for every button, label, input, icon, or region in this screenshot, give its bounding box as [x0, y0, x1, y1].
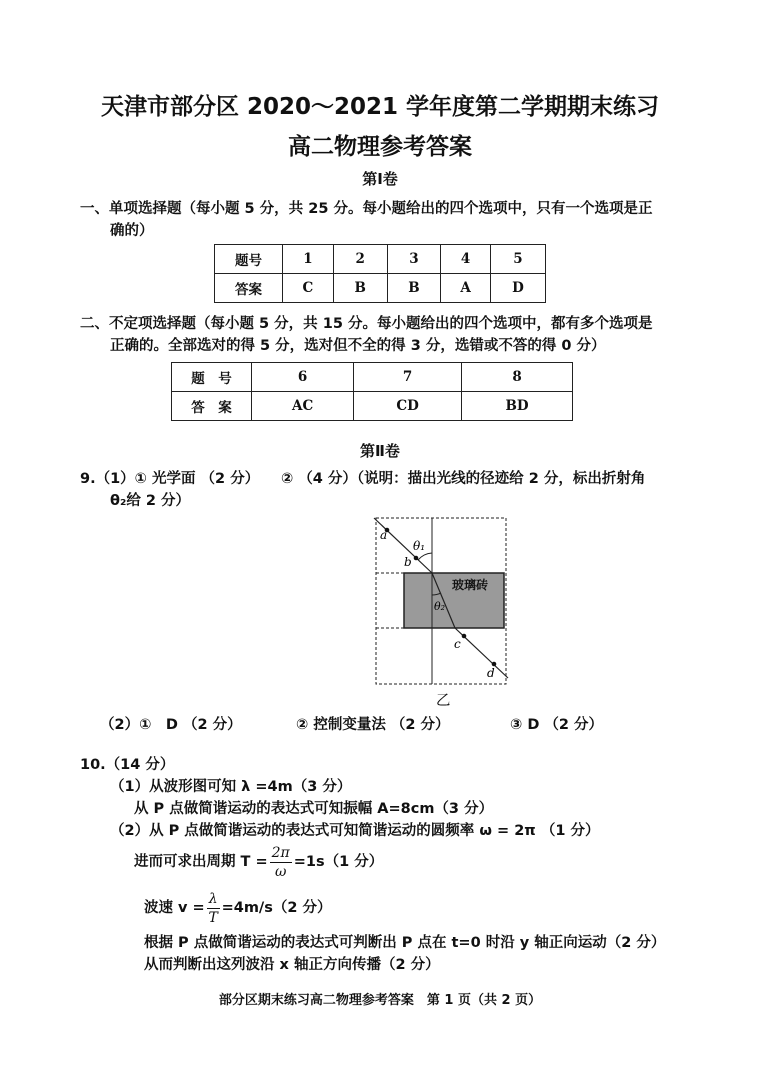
q9-part2-item3: ③ D （2 分） [510, 717, 604, 733]
answer-cell: AC [252, 392, 354, 421]
glass-brick-label: 玻璃砖 [452, 578, 489, 592]
table-row [215, 274, 546, 303]
section-one-heading [80, 198, 690, 242]
table-header-cell: 答案 [215, 274, 283, 303]
q10-wave-speed-formula [144, 888, 332, 928]
point-c-label: c [454, 637, 461, 651]
q10-header: 10.（14 分） [80, 757, 175, 773]
answer-cell: CD [354, 392, 462, 421]
point-b [414, 556, 419, 561]
q9-part2-item1: （2）① D （2 分） [100, 717, 242, 733]
q9-part2-item2: ② 控制变量法 （2 分） [296, 717, 450, 733]
question-number-cell: 7 [354, 363, 462, 392]
speed-fraction-numerator: λ [208, 890, 218, 907]
point-d-label: d [487, 666, 495, 680]
section-one-heading-line2: 确的） [110, 223, 154, 239]
answer-cell: B [333, 274, 387, 303]
multiple-choice-answer-table [171, 362, 573, 421]
period-formula-result: =1s（1 分） [293, 854, 384, 870]
angle1-arc [418, 553, 432, 560]
volume-two-heading: 第Ⅱ卷 [360, 442, 400, 460]
speed-fraction [207, 890, 220, 927]
section-two-heading [80, 313, 690, 357]
q10-period-formula [134, 842, 383, 882]
question-number-cell: 4 [441, 245, 491, 274]
question-number-cell: 8 [462, 363, 573, 392]
table-row [172, 363, 573, 392]
point-a-label: a [380, 528, 388, 542]
point-b-label: b [404, 555, 412, 569]
q10-line2: 从 P 点做简谐运动的表达式可知振幅 A=8cm（3 分） [134, 801, 494, 817]
section-one-heading-line1: 一、单项选择题（每小题 5 分，共 25 分。每小题给出的四个选项中，只有一个选项是正 [80, 201, 653, 217]
table-row [172, 392, 573, 421]
period-fraction-numerator: 2π [271, 844, 290, 861]
section-two-heading-line2: 正确的。全部选对的得 5 分，选对但不全的得 3 分，选错或不答的得 0 分） [110, 338, 606, 354]
speed-formula-result: =4m/s（2 分） [221, 900, 332, 916]
theta2-label: θ₂ [434, 600, 446, 613]
speed-fraction-denominator: T [208, 909, 218, 926]
answer-cell: A [441, 274, 491, 303]
period-fraction-denominator: ω [274, 863, 287, 880]
q9-line1: 9.（1）① 光学面 （2 分） ② （4 分）（说明：描出光线的径迹给 2 分，标出折射角 [80, 471, 646, 487]
page-footer: 部分区期末练习高二物理参考答案 第 1 页（共 2 页） [218, 993, 542, 1008]
answer-cell: C [283, 274, 334, 303]
table-row [215, 245, 546, 274]
answer-cell: B [387, 274, 441, 303]
point-c [462, 634, 467, 639]
question-number-cell: 1 [283, 245, 334, 274]
page-title: 天津市部分区 2020～2021 学年度第二学期期末练习 [100, 94, 660, 120]
question-number-cell: 6 [252, 363, 354, 392]
theta1-label: θ₁ [413, 539, 426, 553]
speed-formula-prefix: 波速 v = [144, 900, 205, 916]
table-header-cell: 题号 [215, 245, 283, 274]
q10-line7: 从而判断出这列波沿 x 轴正方向传播（2 分） [144, 957, 440, 973]
period-fraction [270, 844, 292, 881]
question-number-cell: 2 [333, 245, 387, 274]
table-header-cell: 题 号 [172, 363, 252, 392]
answer-cell: BD [462, 392, 573, 421]
period-formula-prefix: 进而可求出周期 T = [134, 854, 268, 870]
table-header-cell: 答 案 [172, 392, 252, 421]
page-subtitle: 高二物理参考答案 [288, 134, 472, 160]
single-choice-answer-table [214, 244, 546, 303]
volume-one-heading: 第Ⅰ卷 [362, 170, 398, 188]
question-number-cell: 3 [387, 245, 441, 274]
question-number-cell: 5 [490, 245, 545, 274]
q9-line2: θ₂给 2 分） [110, 493, 190, 509]
q10-line1: （1）从波形图可知 λ =4m（3 分） [110, 779, 352, 795]
q10-line6: 根据 P 点做简谐运动的表达式可判断出 P 点在 t=0 时沿 y 轴正向运动（2 分） [144, 935, 666, 951]
refraction-diagram [360, 512, 520, 712]
figure-caption: 乙 [436, 693, 451, 709]
answer-cell: D [490, 274, 545, 303]
q10-line3: （2）从 P 点做简谐运动的表达式可知简谐运动的圆频率 ω = 2π （1 分） [110, 823, 600, 839]
section-two-heading-line1: 二、不定项选择题（每小题 5 分，共 15 分。每小题给出的四个选项中，都有多个选项是 [80, 316, 653, 332]
